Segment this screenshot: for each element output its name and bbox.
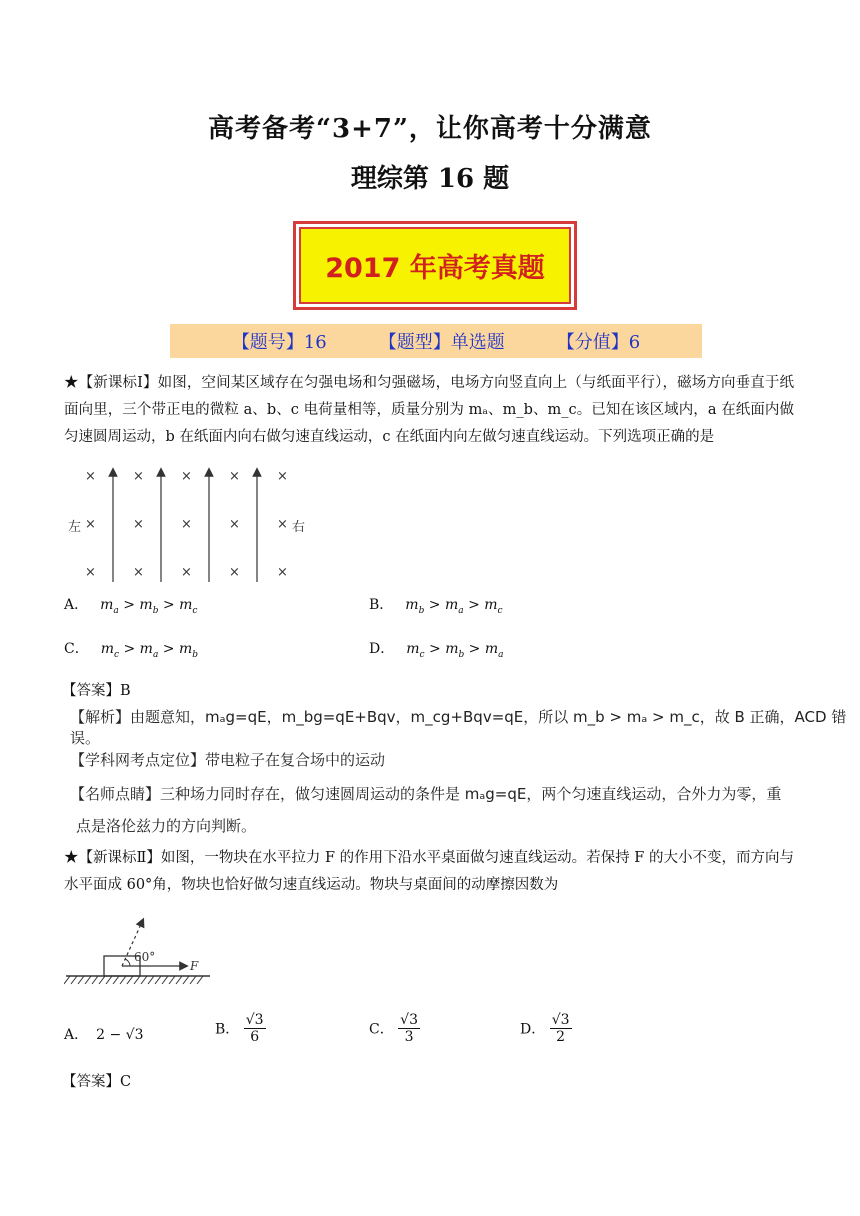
hatch-line (127, 976, 133, 984)
hatch-line (85, 976, 91, 984)
hatch-line (169, 976, 175, 984)
option-2a: A． 2 − √3 (64, 1027, 144, 1043)
cross-mark: × (181, 565, 192, 580)
hatch-line (113, 976, 119, 984)
question-info-bar (170, 324, 702, 358)
option-c: C． $m_c > m_a > m_b$ (64, 641, 198, 660)
hatch-line (162, 976, 168, 984)
cross-mark: × (85, 517, 96, 532)
option-b: B． $m_b > m_a > m_c$ (369, 597, 503, 616)
hatch-line (141, 976, 147, 984)
cross-mark: × (85, 469, 96, 484)
hatch-line (176, 976, 182, 984)
cross-mark: × (229, 565, 240, 580)
hatch-line (92, 976, 98, 984)
year-banner (293, 221, 577, 310)
option-2b: B． $\frac{√3}{6}$ (215, 1012, 264, 1045)
question-score: 【分值】6 (556, 332, 641, 353)
year-banner-text: 2017 年高考真题 (299, 227, 571, 304)
cross-mark: × (133, 565, 144, 580)
option-2c: C． $\frac{√3}{3}$ (369, 1012, 418, 1045)
answer-1: 【答案】B (62, 683, 131, 699)
question-2-text: ★【新课标Ⅱ】如图，一物块在水平拉力 F 的作用下沿水平桌面做匀速直线运动。若保持 F 的大小不变，而方向与水平面成 60°角，物块也恰好做匀速直线运动。物块与桌面间的动摩擦因数为 (64, 850, 794, 893)
hatch-line (106, 976, 112, 984)
cross-mark: × (181, 517, 192, 532)
hatch-line (155, 976, 161, 984)
option-d: D． $m_c > m_b > m_a$ (369, 641, 504, 660)
page-subtitle: 理综第 16 题 (350, 164, 510, 194)
cross-mark: × (277, 565, 288, 580)
question-type: 【题型】单选题 (378, 332, 505, 353)
right-label: 右 (292, 520, 306, 535)
force-label: F (190, 959, 199, 973)
question-1-text: ★【新课标Ⅰ】如图，空间某区域存在匀强电场和匀强磁场，电场方向竖直向上（与纸面平行），磁场方向垂直于纸面向里，三个带正电的微粒 a、b、c 电荷量相等，质量分别为 mₐ、m_b、m_c。已知在该区域内，a 在纸面内做匀速圆周运动，b 在纸面内向右做匀速直线运动，c 在纸面内向左做匀速直线运动。下列选项正确的是 (64, 375, 794, 445)
hatch-line (71, 976, 77, 984)
exam-point-1: 【学科网考点定位】带电粒子在复合场中的运动 (70, 751, 386, 769)
teacher-tip-1: 【名师点睛】三种场力同时存在，做匀速圆周运动的条件是 mₐg=qE，两个匀速直线运动，合外力为零，重 (70, 785, 782, 803)
hatch-line (134, 976, 140, 984)
option-2d: D． $\frac{√3}{2}$ (520, 1012, 570, 1045)
cross-mark: × (133, 469, 144, 484)
cross-mark: × (133, 517, 144, 532)
option-a: A． $m_a > m_b > m_c$ (64, 597, 198, 616)
hatch-line (190, 976, 196, 984)
block-diagram (64, 912, 214, 992)
teacher-tip-1-cont: 点是洛伦兹力的方向判断。 (76, 817, 257, 835)
analysis-1: 【解析】由题意知，mₐg=qE，m_bg=qE+Bqv，m_cg+Bqv=qE，所以 m_b > mₐ > m_c，故 B 正确，ACD 错误。 (70, 708, 847, 747)
hatch-line (183, 976, 189, 984)
hatch-line (197, 976, 203, 984)
page-title: 高考备考“3+7”，让你高考十分满意 (208, 114, 652, 144)
hatch-line (78, 976, 84, 984)
angle-label: 60° (134, 950, 156, 964)
hatch-line (148, 976, 154, 984)
field-diagram (64, 460, 314, 586)
cross-mark: × (277, 517, 288, 532)
cross-mark: × (85, 565, 96, 580)
cross-mark: × (229, 517, 240, 532)
cross-mark: × (277, 469, 288, 484)
answer-2: 【答案】C (62, 1074, 132, 1090)
hatch-line (64, 976, 70, 984)
cross-mark: × (229, 469, 240, 484)
left-label: 左 (68, 520, 82, 535)
hatch-line (120, 976, 126, 984)
hatch-line (99, 976, 105, 984)
cross-mark: × (181, 469, 192, 484)
question-number: 【题号】16 (231, 332, 327, 353)
